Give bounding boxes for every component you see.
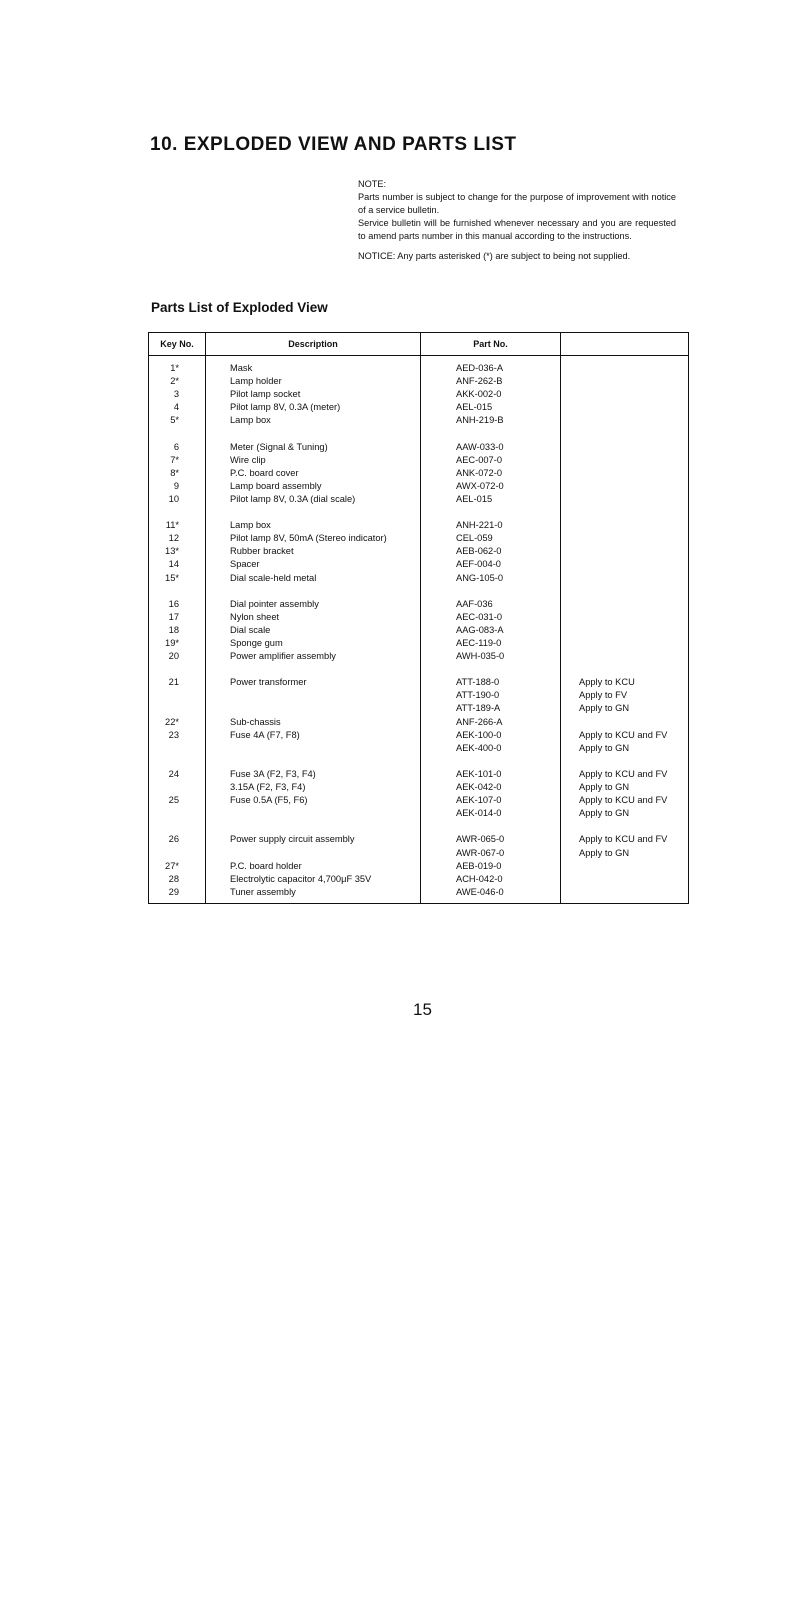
remark-cell: Apply to GN: [579, 782, 630, 793]
description-cell: Fuse 4A (F7, F8): [206, 729, 421, 742]
part-no-cell: AED-036-A: [421, 356, 561, 376]
key-cell: 4: [149, 401, 206, 414]
note-heading: NOTE:: [358, 179, 387, 189]
description-cell: Pilot lamp 8V, 50mA (Stereo indicator): [206, 532, 421, 545]
remark-cell: [561, 860, 689, 873]
remark-cell: Apply to KCU and FV: [579, 795, 668, 806]
description-cell: Rubber bracket: [206, 545, 421, 558]
table-row: [149, 611, 689, 624]
part-no-cell: AAF-036: [421, 598, 561, 611]
description-cell: Fuse 0.5A (F5, F6): [206, 794, 421, 807]
part-no-cell: ANH-219-B: [421, 414, 561, 427]
remark-cell: [561, 356, 689, 376]
part-no-cell: CEL-059: [421, 532, 561, 545]
key-cell: 21: [149, 676, 206, 689]
part-no-cell: AWE-046-0: [421, 886, 561, 904]
part-no-cell: AEB-062-0: [421, 545, 561, 558]
part-no-cell: AEK-107-0: [421, 794, 561, 807]
table-row: [149, 873, 689, 886]
table-row: [149, 860, 689, 873]
part-no-cell: AWH-035-0: [421, 650, 561, 663]
table-row: [149, 467, 689, 480]
remark-cell: [561, 545, 689, 558]
part-no-cell: AEK-042-0: [421, 781, 561, 794]
part-no-cell: AWX-072-0: [421, 480, 561, 493]
remark-cell: [561, 755, 689, 768]
description-cell: Sponge gum: [206, 637, 421, 650]
remark-cell: [561, 598, 689, 611]
key-cell: [149, 585, 206, 598]
header-description: Description: [206, 333, 421, 356]
part-no-cell: ANF-266-A: [421, 716, 561, 729]
part-no-cell: AEK-014-0: [421, 807, 561, 820]
table-row: [149, 454, 689, 467]
remark-cell: [561, 427, 689, 440]
remark-cell: Apply to KCU: [579, 677, 635, 688]
remark-cell: [561, 493, 689, 506]
key-cell: 12: [149, 532, 206, 545]
remark-cell: Apply to GN: [579, 742, 630, 753]
remark-cell: [561, 441, 689, 454]
remark-cell: [561, 873, 689, 886]
description-cell: Tuner assembly: [206, 886, 421, 904]
key-cell: [149, 663, 206, 676]
description-cell: P.C. board cover: [206, 467, 421, 480]
part-no-cell: ATT-188-0: [421, 676, 561, 689]
key-cell: 6: [149, 441, 206, 454]
table-row: [149, 356, 689, 376]
part-no-cell: [421, 585, 561, 598]
table-row: [149, 414, 689, 427]
key-cell: [149, 807, 206, 820]
description-cell: Dial pointer assembly: [206, 598, 421, 611]
description-cell: [206, 846, 421, 859]
key-cell: 18: [149, 624, 206, 637]
parts-table-body: [149, 356, 689, 904]
key-cell: [149, 702, 206, 715]
key-cell: [149, 506, 206, 519]
part-no-cell: AKK-002-0: [421, 388, 561, 401]
key-cell: 25: [149, 794, 206, 807]
part-no-cell: [421, 663, 561, 676]
table-row: [149, 401, 689, 414]
remark-cell: Apply to KCU and FV: [579, 729, 668, 740]
description-cell: Power amplifier assembly: [206, 650, 421, 663]
key-cell: [149, 755, 206, 768]
remark-cell: [561, 519, 689, 532]
description-cell: Lamp box: [206, 519, 421, 532]
table-row: [149, 572, 689, 585]
key-cell: [149, 820, 206, 833]
table-row: [149, 716, 689, 729]
table-row: [149, 545, 689, 558]
key-cell: 15*: [149, 572, 206, 585]
table-row: [149, 676, 689, 689]
table-row: [149, 663, 689, 676]
parts-list-heading: Parts List of Exploded View: [151, 300, 328, 315]
part-no-cell: ANK-072-0: [421, 467, 561, 480]
description-cell: [206, 742, 421, 755]
part-no-cell: AEB-019-0: [421, 860, 561, 873]
key-cell: 17: [149, 611, 206, 624]
key-cell: [149, 427, 206, 440]
description-cell: Electrolytic capacitor 4,700μF 35V: [206, 873, 421, 886]
header-remarks: [561, 333, 689, 356]
key-cell: 9: [149, 480, 206, 493]
key-cell: [149, 781, 206, 794]
table-row: [149, 794, 689, 807]
description-cell: Mask: [206, 356, 421, 376]
note-block: [358, 178, 676, 262]
remark-cell: Apply to GN: [579, 808, 630, 819]
remark-cell: Apply to KCU and FV: [579, 834, 668, 845]
description-cell: Wire clip: [206, 454, 421, 467]
part-no-cell: AWR-067-0: [421, 846, 561, 859]
part-no-cell: AEC-119-0: [421, 637, 561, 650]
remark-cell: [561, 414, 689, 427]
page-number: 15: [413, 1000, 432, 1019]
key-cell: 5*: [149, 414, 206, 427]
parts-table: [148, 332, 689, 904]
remark-cell: [561, 637, 689, 650]
table-row: [149, 624, 689, 637]
key-cell: 27*: [149, 860, 206, 873]
remark-cell: [561, 558, 689, 571]
remark-cell: [561, 375, 689, 388]
description-cell: [206, 755, 421, 768]
part-no-cell: AEL-015: [421, 401, 561, 414]
description-cell: Dial scale: [206, 624, 421, 637]
remark-cell: [561, 572, 689, 585]
description-cell: Power supply circuit assembly: [206, 833, 421, 846]
description-cell: Pilot lamp 8V, 0.3A (meter): [206, 401, 421, 414]
table-row: [149, 585, 689, 598]
key-cell: 29: [149, 886, 206, 904]
table-row: [149, 781, 689, 794]
note-paragraph-1: Parts number is subject to change for the purpose of improvement with notice of a service bulletin.: [358, 191, 676, 215]
key-cell: 16: [149, 598, 206, 611]
description-cell: Nylon sheet: [206, 611, 421, 624]
table-row: [149, 532, 689, 545]
description-cell: [206, 663, 421, 676]
table-row: [149, 650, 689, 663]
description-cell: [206, 427, 421, 440]
remark-cell: [561, 388, 689, 401]
remark-cell: [561, 532, 689, 545]
part-no-cell: ANG-105-0: [421, 572, 561, 585]
table-row: [149, 886, 689, 904]
part-no-cell: AEK-100-0: [421, 729, 561, 742]
key-cell: 14: [149, 558, 206, 571]
remark-cell: [561, 716, 689, 729]
part-no-cell: [421, 506, 561, 519]
description-cell: Dial scale-held metal: [206, 572, 421, 585]
description-cell: [206, 807, 421, 820]
remark-cell: [561, 820, 689, 833]
part-no-cell: [421, 427, 561, 440]
remark-cell: [561, 611, 689, 624]
key-cell: 19*: [149, 637, 206, 650]
description-cell: Meter (Signal & Tuning): [206, 441, 421, 454]
table-row: [149, 375, 689, 388]
header-part-no: Part No.: [421, 333, 561, 356]
table-row: [149, 388, 689, 401]
table-row: [149, 598, 689, 611]
part-no-cell: AEK-101-0: [421, 768, 561, 781]
table-row: [149, 820, 689, 833]
key-cell: 11*: [149, 519, 206, 532]
remark-cell: [561, 886, 689, 904]
key-cell: 3: [149, 388, 206, 401]
description-cell: P.C. board holder: [206, 860, 421, 873]
table-row: [149, 729, 689, 742]
remark-cell: [561, 467, 689, 480]
key-cell: 13*: [149, 545, 206, 558]
part-no-cell: ATT-189-A: [421, 702, 561, 715]
part-no-cell: AWR-065-0: [421, 833, 561, 846]
table-row: [149, 689, 689, 702]
table-row: [149, 833, 689, 846]
description-cell: Power transformer: [206, 676, 421, 689]
description-cell: [206, 689, 421, 702]
part-no-cell: AEC-007-0: [421, 454, 561, 467]
description-cell: [206, 585, 421, 598]
table-row: [149, 755, 689, 768]
table-row: [149, 807, 689, 820]
table-row: [149, 702, 689, 715]
key-cell: 8*: [149, 467, 206, 480]
table-row: [149, 742, 689, 755]
part-no-cell: AAG-083-A: [421, 624, 561, 637]
remark-cell: [561, 650, 689, 663]
description-cell: Sub-chassis: [206, 716, 421, 729]
part-no-cell: [421, 755, 561, 768]
part-no-cell: ANH-221-0: [421, 519, 561, 532]
part-no-cell: AEL-015: [421, 493, 561, 506]
remark-cell: [561, 624, 689, 637]
description-cell: [206, 506, 421, 519]
key-cell: 22*: [149, 716, 206, 729]
key-cell: 23: [149, 729, 206, 742]
notice-line: NOTICE: Any parts asterisked (*) are subject to being not supplied.: [358, 250, 631, 261]
remark-cell: [561, 663, 689, 676]
key-cell: 20: [149, 650, 206, 663]
part-no-cell: ACH-042-0: [421, 873, 561, 886]
remark-cell: [561, 401, 689, 414]
remark-cell: [561, 585, 689, 598]
description-cell: Lamp box: [206, 414, 421, 427]
table-row: [149, 846, 689, 859]
table-row: [149, 441, 689, 454]
remark-cell: [561, 506, 689, 519]
key-cell: 1*: [149, 356, 206, 376]
key-cell: 7*: [149, 454, 206, 467]
part-no-cell: [421, 820, 561, 833]
remark-cell: [561, 454, 689, 467]
key-cell: [149, 846, 206, 859]
description-cell: Spacer: [206, 558, 421, 571]
description-cell: Lamp holder: [206, 375, 421, 388]
table-row: [149, 427, 689, 440]
page-title: 10. EXPLODED VIEW AND PARTS LIST: [150, 134, 517, 155]
part-no-cell: ANF-262-B: [421, 375, 561, 388]
description-cell: Pilot lamp socket: [206, 388, 421, 401]
key-cell: 28: [149, 873, 206, 886]
key-cell: [149, 689, 206, 702]
key-cell: 10: [149, 493, 206, 506]
part-no-cell: AEC-031-0: [421, 611, 561, 624]
key-cell: 2*: [149, 375, 206, 388]
table-header-row: [149, 333, 689, 356]
remark-cell: [561, 480, 689, 493]
note-paragraph-2: Service bulletin will be furnished whenever necessary and you are requested to amend parts number in this manual according to the instructions.: [358, 217, 676, 241]
key-cell: 26: [149, 833, 206, 846]
table-row: [149, 480, 689, 493]
description-cell: [206, 820, 421, 833]
description-cell: Lamp board assembly: [206, 480, 421, 493]
description-cell: [206, 702, 421, 715]
part-no-cell: ATT-190-0: [421, 689, 561, 702]
part-no-cell: AAW-033-0: [421, 441, 561, 454]
remark-cell: Apply to GN: [579, 703, 630, 714]
key-cell: 24: [149, 768, 206, 781]
table-row: [149, 768, 689, 781]
key-cell: [149, 742, 206, 755]
remark-cell: Apply to KCU and FV: [579, 768, 668, 779]
table-row: [149, 506, 689, 519]
remark-cell: Apply to FV: [579, 690, 628, 701]
table-row: [149, 637, 689, 650]
description-cell: Fuse 3A (F2, F3, F4): [206, 768, 421, 781]
table-row: [149, 493, 689, 506]
part-no-cell: AEF-004-0: [421, 558, 561, 571]
remark-cell: Apply to GN: [579, 847, 630, 858]
description-cell: Pilot lamp 8V, 0.3A (dial scale): [206, 493, 421, 506]
header-key-no: Key No.: [149, 333, 206, 356]
description-cell: 3.15A (F2, F3, F4): [206, 781, 421, 794]
table-row: [149, 519, 689, 532]
part-no-cell: AEK-400-0: [421, 742, 561, 755]
table-row: [149, 558, 689, 571]
